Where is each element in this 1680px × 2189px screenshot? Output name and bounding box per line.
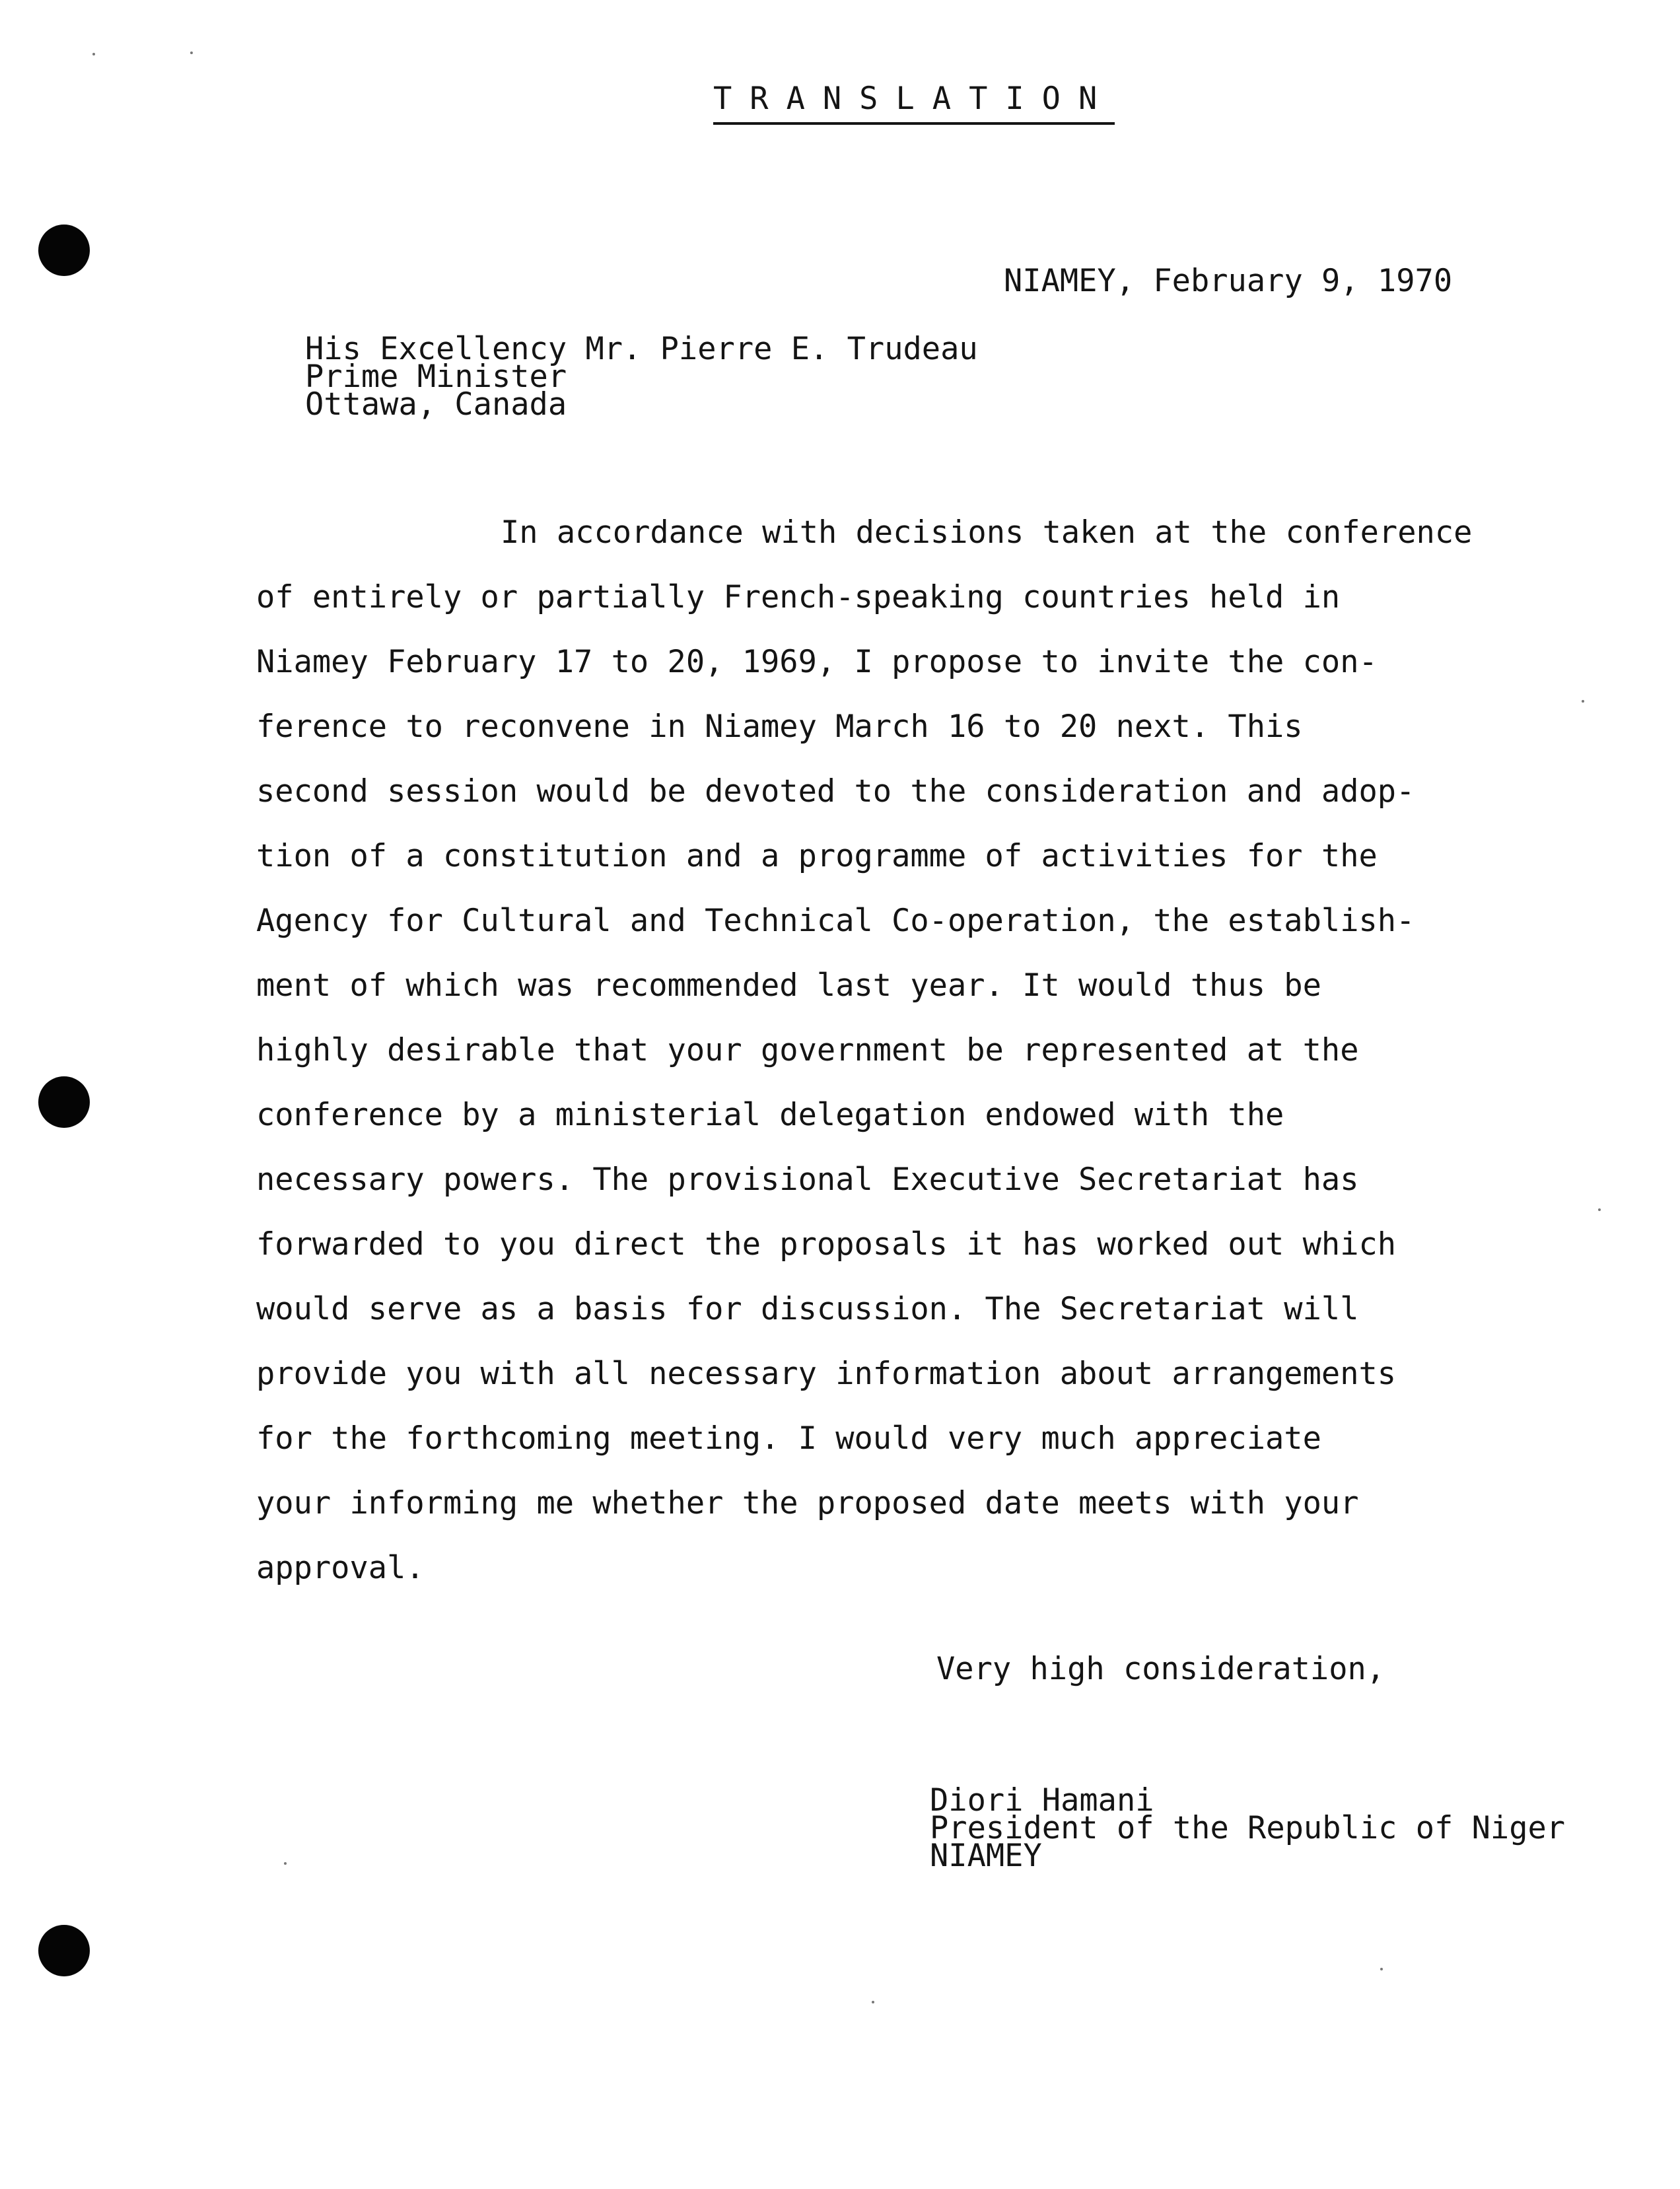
body-line: provide you with all necessary information about arrangements bbox=[256, 1356, 1397, 1392]
body-line: highly desirable that your government be represented at the bbox=[256, 1032, 1359, 1068]
body-line: conference by a ministerial delegation endowed with the bbox=[256, 1097, 1284, 1133]
letter-body bbox=[256, 501, 1544, 1601]
body-line: of entirely or partially French-speaking countries held in bbox=[256, 579, 1341, 615]
scan-speck bbox=[1598, 1208, 1601, 1211]
body-line: approval. bbox=[256, 1550, 425, 1586]
body-line: tion of a constitution and a programme of activities for the bbox=[256, 838, 1378, 874]
addressee-title: Prime Minister bbox=[305, 359, 567, 395]
addressee-block bbox=[305, 331, 978, 423]
signatory-location: NIAMEY bbox=[930, 1838, 1042, 1874]
scan-speck bbox=[1582, 700, 1584, 703]
signature-block bbox=[930, 1782, 1566, 1874]
body-line: would serve as a basis for discussion. The Secretariat will bbox=[256, 1291, 1359, 1327]
body-line: for the forthcoming meeting. I would very much appreciate bbox=[256, 1420, 1321, 1457]
scan-speck bbox=[190, 52, 193, 54]
signatory-name: Diori Hamani bbox=[930, 1782, 1154, 1819]
body-line: ference to reconvene in Niamey March 16 to 20 next. This bbox=[256, 709, 1303, 745]
body-line: In accordance with decisions taken at the conference bbox=[501, 514, 1473, 551]
addressee-name: His Excellency Mr. Pierre E. Trudeau bbox=[305, 331, 978, 367]
punch-hole-middle bbox=[38, 1076, 90, 1128]
body-line: forwarded to you direct the proposals it has worked out which bbox=[256, 1226, 1397, 1263]
closing-salutation: Very high consideration, bbox=[936, 1651, 1385, 1687]
scan-speck bbox=[1380, 1968, 1383, 1970]
addressee-location: Ottawa, Canada bbox=[305, 386, 567, 423]
scan-speck bbox=[872, 2001, 874, 2003]
punch-hole-top bbox=[38, 225, 90, 276]
scan-speck bbox=[284, 1862, 287, 1865]
signatory-title: President of the Republic of Niger bbox=[930, 1810, 1566, 1846]
document-heading: TRANSLATION bbox=[713, 81, 1115, 125]
punch-hole-bottom bbox=[38, 1925, 90, 1976]
body-line: ment of which was recommended last year. It would thus be bbox=[256, 967, 1321, 1004]
body-line: Agency for Cultural and Technical Co-operation, the establish- bbox=[256, 903, 1415, 939]
scan-speck bbox=[92, 53, 95, 55]
body-line: Niamey February 17 to 20, 1969, I propose to invite the con- bbox=[256, 644, 1378, 680]
body-line: second session would be devoted to the consideration and adop- bbox=[256, 773, 1415, 810]
body-line: necessary powers. The provisional Executive Secretariat has bbox=[256, 1162, 1359, 1198]
body-line: your informing me whether the proposed date meets with your bbox=[256, 1485, 1359, 1521]
dateline: NIAMEY, February 9, 1970 bbox=[1004, 263, 1453, 299]
